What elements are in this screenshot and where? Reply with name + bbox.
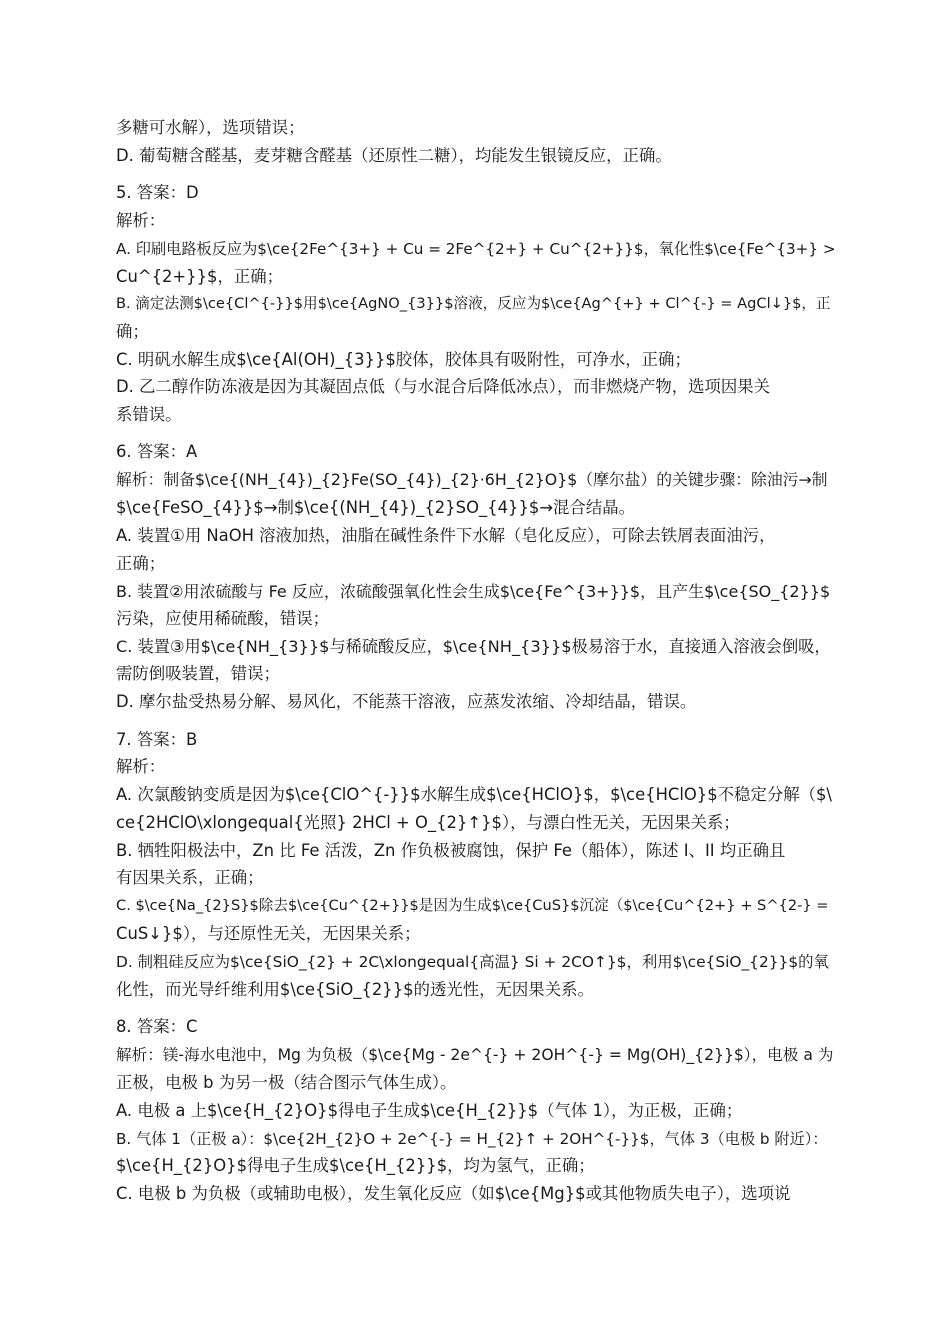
analysis-label: 解析： — [116, 757, 166, 776]
text-line: C. 电极 b 为负极（或辅助电极），发生氧化反应（如$\ce{Mg}$或其他物质失电子），选项说 — [116, 1184, 791, 1203]
text-line: C. $\ce{Na_{2}S}$除去$\ce{Cu^{2+}}$是因为生成$\ce{CuS}$沉淀（$\ce{Cu^{2+} + S^{2-} = — [116, 897, 829, 914]
text-line: $\ce{H_{2}O}$得电子生成$\ce{H_{2}}$，均为氢气，正确； — [116, 1156, 595, 1175]
text-line: $\ce{FeSO_{4}}$→制$\ce{(NH_{4})_{2}SO_{4}}$→混合结晶。 — [116, 498, 635, 517]
text-line: 正极，电极 b 为另一极（结合图示气体生成）。 — [116, 1073, 457, 1092]
text-line: B. 牺牲阳极法中，Zn 比 Fe 活泼，Zn 作负极被腐蚀，保护 Fe（船体），陈述 I、II 均正确且 — [116, 841, 786, 860]
answer-heading-6: 6. 答案：A — [116, 442, 198, 461]
text-line: 化性，而光导纤维利用$\ce{SiO_{2}}$的透光性，无因果关系。 — [116, 980, 594, 999]
answer-heading-8: 8. 答案：C — [116, 1017, 198, 1036]
answer-heading-7: 7. 答案：B — [116, 730, 198, 749]
text-line: D. 摩尔盐受热易分解、易风化，不能蒸干溶液，应蒸发浓缩、冷却结晶，错误。 — [116, 692, 697, 711]
text-line: A. 装置①用 NaOH 溶液加热，油脂在碱性条件下水解（皂化反应），可除去铁屑表面油污， — [116, 526, 776, 545]
text-line: 系错误。 — [116, 405, 182, 424]
analysis-label: 解析： — [116, 211, 166, 230]
text-line: Cu^{2+}}$，正确； — [116, 267, 284, 286]
text-line: ce{2HClO\xlongequal{光照} 2HCl + O_{2}↑}$），与漂白性无关，无因果关系； — [116, 813, 740, 832]
text-line: 有因果关系，正确； — [116, 868, 264, 887]
text-line: 正确； — [116, 554, 166, 573]
text-line: 解析：镁-海水电池中，Mg 为负极（$\ce{Mg - 2e^{-} + 2OH^{-} = Mg(OH)_{2}}$），电极 a 为 — [116, 1046, 834, 1064]
text-line: CuS↓}$），与还原性无关，无因果关系； — [116, 924, 421, 943]
text-line: D. 葡萄糖含醛基，麦芽糖含醛基（还原性二糖），均能发生银镜反应，正确。 — [116, 146, 672, 165]
text-line: A. 印刷电路板反应为$\ce{2Fe^{3+} + Cu = 2Fe^{2+} + Cu^{2+}}$，氧化性$\ce{Fe^{3+} > — [116, 240, 836, 258]
text-line: B. 滴定法测$\ce{Cl^{-}}$用$\ce{AgNO_{3}}$溶液，反应为$\ce{Ag^{+} + Cl^{-} = AgCl↓}$，正 — [116, 295, 831, 312]
text-line: B. 装置②用浓硫酸与 Fe 反应，浓硫酸强氧化性会生成$\ce{Fe^{3+}}$，且产生$\ce{SO_{2}}$ — [116, 582, 831, 601]
text-line: D. 制粗硅反应为$\ce{SiO_{2} + 2C\xlongequal{高温} Si + 2CO↑}$，利用$\ce{SiO_{2}}$的氧 — [116, 953, 829, 971]
text-line: D. 乙二醇作防冻液是因为其凝固点低（与水混合后降低冰点），而非燃烧产物，选项因果关 — [116, 377, 771, 396]
text-line: C. 明矾水解生成$\ce{Al(OH)_{3}}$胶体，胶体具有吸附性，可净水，正确； — [116, 350, 691, 369]
text-line: A. 次氯酸钠变质是因为$\ce{ClO^{-}}$水解生成$\ce{HClO}$，$\ce{HClO}$不稳定分解（$\ — [116, 785, 832, 804]
text-line: 解析：制备$\ce{(NH_{4})_{2}Fe(SO_{4})_{2}·6H_{2}O}$（摩尔盐）的关键步骤：除油污→制 — [116, 470, 828, 489]
text-line: B. 气体 1（正极 a）：$\ce{2H_{2}O + 2e^{-} = H_{2}↑ + 2OH^{-}}$，气体 3（电极 b 附近）： — [116, 1130, 828, 1148]
text-line: 确； — [116, 322, 149, 341]
text-line: 污染，应使用稀硫酸，错误； — [116, 609, 330, 628]
text-line: 多糖可水解），选项错误； — [116, 118, 305, 137]
answer-heading-5: 5. 答案：D — [116, 183, 199, 202]
text-line: A. 电极 a 上$\ce{H_{2}O}$得电子生成$\ce{H_{2}}$（气体 1），为正极，正确； — [116, 1101, 743, 1120]
text-line: C. 装置③用$\ce{NH_{3}}$与稀硫酸反应，$\ce{NH_{3}}$极易溶于水，直接通入溶液会倒吸， — [116, 637, 831, 656]
text-line: 需防倒吸装置，错误； — [116, 664, 280, 683]
